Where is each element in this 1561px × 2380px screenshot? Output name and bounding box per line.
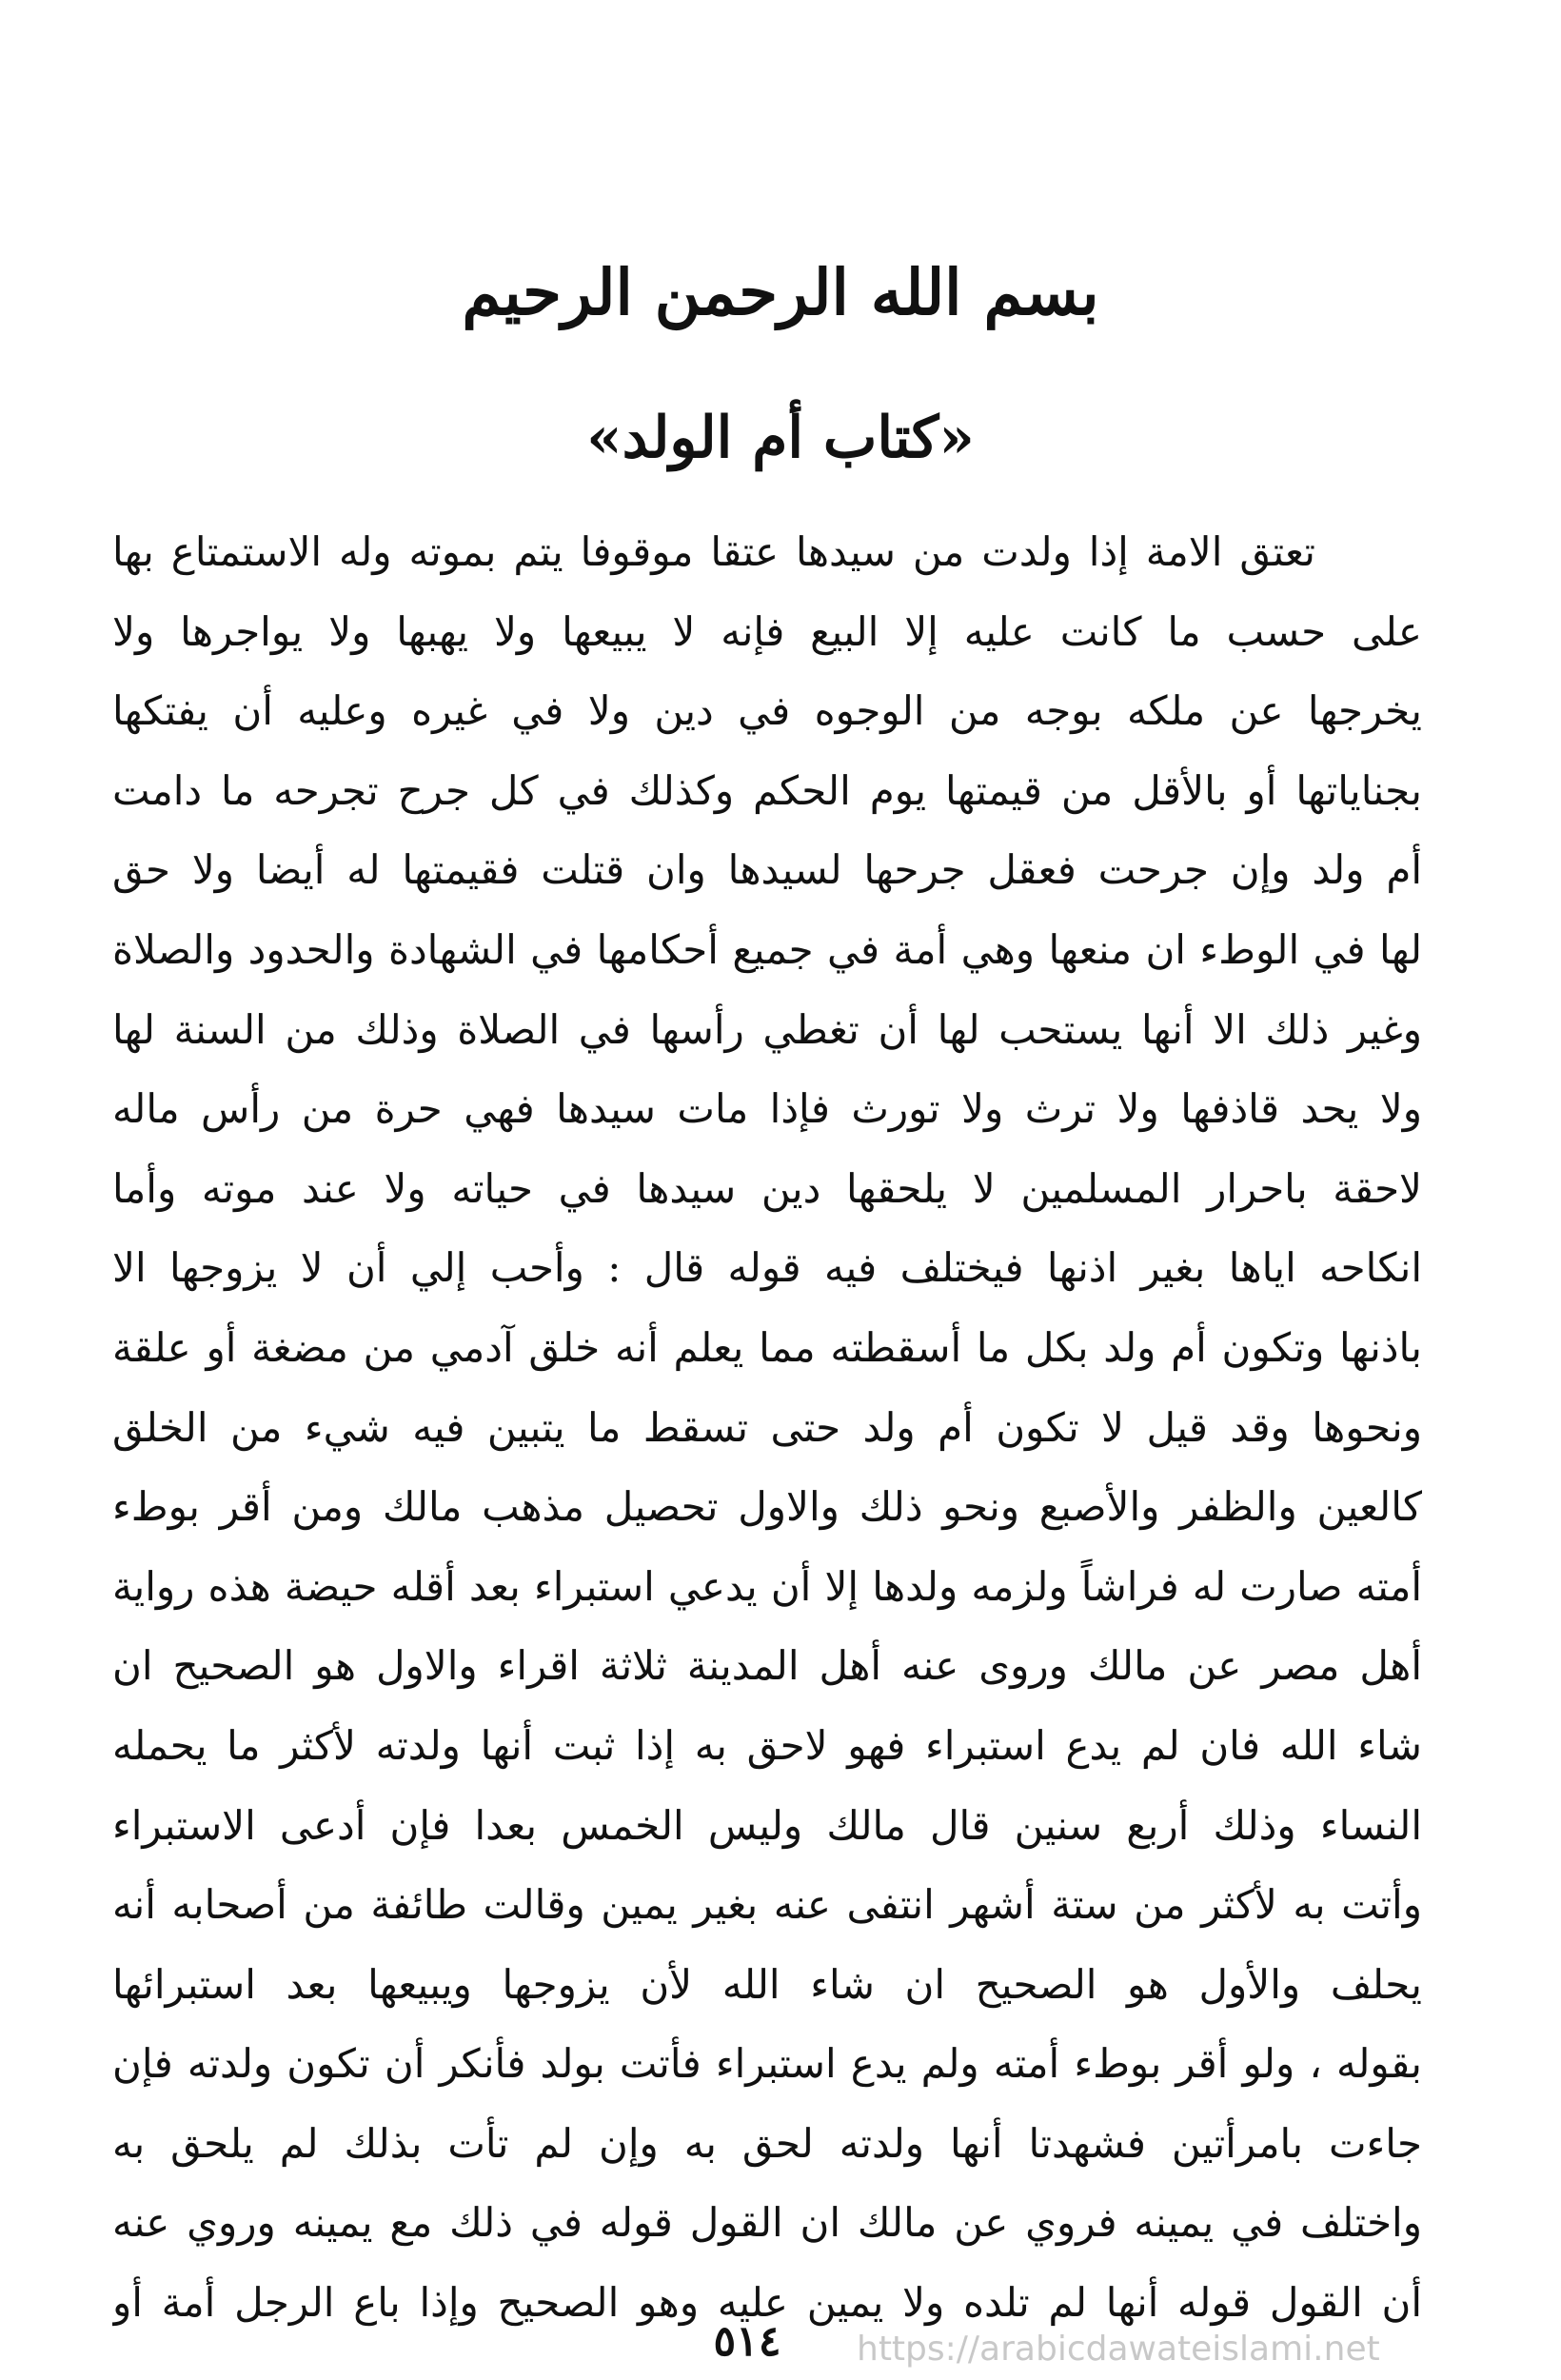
- source-watermark: https://arabicdawateislami.net: [857, 2330, 1380, 2369]
- text-line: كالعين والظفر والأصبع ونحو ذلك والاول تحصيل مذهب مالك ومن أقر بوطء: [112, 1483, 1422, 1531]
- text-line: على حسب ما كانت عليه إلا البيع فإنه لا يبيعها ولا يهبها ولا يواجرها ولا: [112, 607, 1422, 655]
- body-text: [112, 512, 1422, 2343]
- text-line: يحلف والأول هو الصحيح ان شاء الله لأن يزوجها ويبيعها بعد استبرائها: [112, 1960, 1422, 2008]
- text-line: يخرجها عن ملكه بوجه من الوجوه في دين ولا في غيره وعليه أن يفتكها: [112, 687, 1422, 735]
- text-line: انكاحه اياها بغير اذنها فيختلف فيه قوله قال : وأحب إلي أن لا يزوجها الا: [112, 1244, 1422, 1292]
- text-line: أهل مصر عن مالك وروى عنه أهل المدينة ثلاثة اقراء والاول هو الصحيح ان: [112, 1642, 1422, 1690]
- text-line: لها في الوطء ان منعها وهي أمة في جميع أحكامها في الشهادة والحدود والصلاة: [112, 925, 1422, 973]
- text-line: ونحوها وقد قيل لا تكون أم ولد حتى تسقط ما يتبين فيه شيء من الخلق: [112, 1403, 1422, 1451]
- text-line: بقوله ، ولو أقر بوطء أمته ولم يدع استبراء فأتت بولد فأنكر أن تكون ولدته فإن: [112, 2040, 1422, 2088]
- book-title: «كتاب أم الولد»: [586, 405, 975, 471]
- text-line: بجناياتها أو بالأقل من قيمتها يوم الحكم وكذلك في كل جرح تجرحه ما دامت: [112, 766, 1422, 814]
- text-line: تعتق الامة إذا ولدت من سيدها عتقا موقوفا يتم بموته وله الاستمتاع بها: [112, 528, 1315, 575]
- text-line: جاءت بامرأتين فشهدتا أنها ولدته لحق به وإن لم تأت بذلك لم يلحق به: [112, 2119, 1422, 2167]
- text-line: أن القول قوله أنها لم تلده ولا يمين عليه وهو الصحيح وإذا باع الرجل أمة أو: [112, 2279, 1422, 2327]
- text-line: النساء وذلك أربع سنين قال مالك وليس الخمس بعدا فإن أدعى الاستبراء: [112, 1801, 1422, 1849]
- text-line: أم ولد وإن جرحت فعقل جرحها لسيدها وان قتلت فقيمتها له أيضا ولا حق: [112, 846, 1422, 894]
- text-line: ولا يحد قاذفها ولا ترث ولا تورث فإذا مات سيدها فهي حرة من رأس ماله: [112, 1085, 1422, 1133]
- text-line: واختلف في يمينه فروي عن مالك ان القول قوله في ذلك مع يمينه وروي عنه: [112, 2199, 1422, 2247]
- text-line: شاء الله فان لم يدع استبراء فهو لاحق به إذا ثبت أنها ولدته لأكثر ما يحمله: [112, 1721, 1422, 1769]
- text-line: وأتت به لأكثر من ستة أشهر انتفى عنه بغير يمين وقالت طائفة من أصحابه أنه: [112, 1881, 1422, 1929]
- text-line: لاحقة باحرار المسلمين لا يلحقها دين سيدها في حياته ولا عند موته وأما: [112, 1164, 1422, 1212]
- text-line: وغير ذلك الا أنها يستحب لها أن تغطي رأسها في الصلاة وذلك من السنة لها: [112, 1005, 1422, 1053]
- page-number: ٥١٤: [713, 2317, 781, 2366]
- text-line: أمته صارت له فراشاً ولزمه ولدها إلا أن يدعي استبراء بعد أقله حيضة هذه رواية: [112, 1562, 1422, 1610]
- text-line: باذنها وتكون أم ولد بكل ما أسقطته مما يعلم أنه خلق آدمي من مضغة أو علقة: [112, 1323, 1422, 1371]
- basmala-heading: بسم الله الرحمن الرحيم: [462, 255, 1099, 329]
